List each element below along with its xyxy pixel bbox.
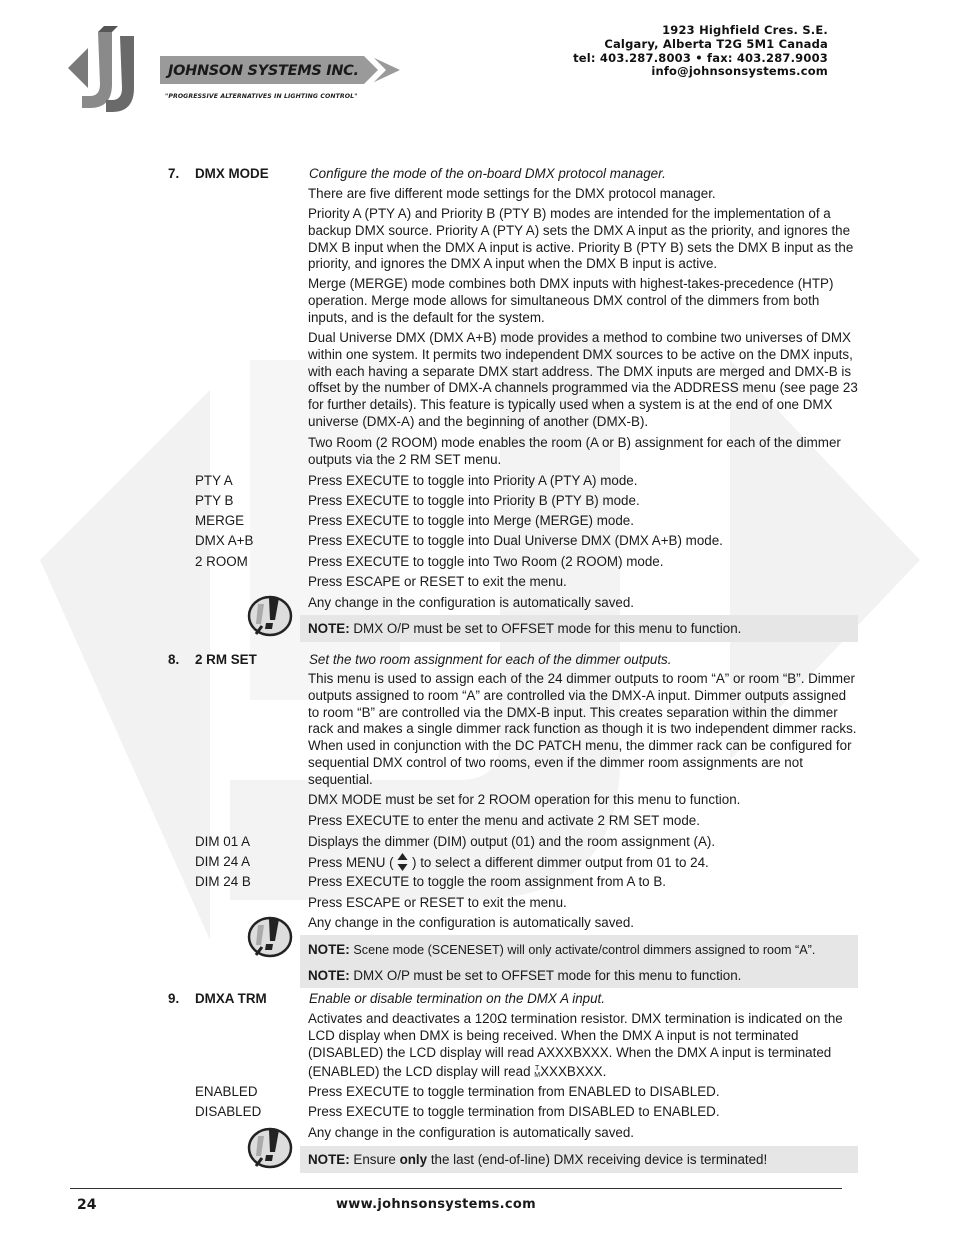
note-text — [308, 941, 815, 959]
option-text: Press EXECUTE to toggle termination from ENABLED to DISABLED. — [308, 1084, 720, 1099]
option-text: Press EXECUTE to toggle into Priority A (PTY A) mode. — [308, 473, 638, 488]
footer-divider — [70, 1188, 842, 1189]
option-label: 2 ROOM — [195, 554, 248, 569]
option-text: Press EXECUTE to toggle into Dual Universe DMX (DMX A+B) mode. — [308, 533, 723, 548]
option-text: Press EXECUTE to toggle into Priority B (PTY B) mode. — [308, 493, 640, 508]
paragraph: Dual Universe DMX (DMX A+B) mode provides a method to combine two universes of DMX within one system. It permits two independent DMX sources to be active on the DMX inputs, with each having a separate DMX start address. The DMX inputs are merged and DMX-B is offset by the number of DMX-A channels programmed via the ADDRESS menu (see page 23 for further details). This feature is typically used when a system is at the end of one DMX universe (DMX-A) and the beginning of another (DMX-B). — [308, 330, 858, 429]
paragraph: Two Room (2 ROOM) mode enables the room (A or B) assignment for each of the dimmer outputs via the 2 RM SET menu. — [308, 435, 841, 467]
saved-text: Any change in the configuration is automatically saved. — [308, 1125, 635, 1140]
logo-text: JOHNSON SYSTEMS INC. — [168, 63, 359, 79]
company-address — [573, 24, 828, 79]
paragraph: DMX MODE must be set for 2 ROOM operation for this menu to function. — [308, 792, 741, 807]
section-number: 9. — [168, 991, 180, 1006]
section-subtitle: Set the two room assignment for each of the dimmer outputs. — [309, 652, 672, 667]
warning-icon — [246, 1122, 294, 1170]
option-text: Press EXECUTE to toggle into Two Room (2 ROOM) mode. — [308, 554, 664, 569]
option-label: MERGE — [195, 513, 245, 528]
section-title: DMX MODE — [195, 166, 269, 181]
saved-text: Any change in the configuration is automatically saved. — [308, 595, 635, 610]
note-body-post: the last (end-of-line) DMX receiving device is terminated! — [430, 1152, 768, 1167]
paragraph: Activates and deactivates a 120Ω termination resistor. DMX termination is indicated on the LCD display when DMX is being received. When the DMX A input is not terminated (DISABLED) the LCD display will read AXXXBXXX. When the DMX A input is terminated — [308, 1011, 843, 1060]
option-text: Press EXECUTE to toggle termination from DISABLED to ENABLED. — [308, 1104, 720, 1119]
lcd-text-pre: (ENABLED) the LCD display will read — [308, 1064, 531, 1079]
section-subtitle: Configure the mode of the on-board DMX protocol manager. — [309, 166, 666, 181]
page-number: 24 — [77, 1197, 97, 1213]
note-body: DMX O/P must be set to OFFSET mode for this menu to function. — [353, 968, 742, 983]
section-title: DMXA TRM — [195, 991, 267, 1006]
note-label: NOTE: — [308, 968, 350, 983]
warning-icon — [246, 590, 294, 638]
option-label: DISABLED — [195, 1104, 262, 1119]
up-down-arrows-icon — [397, 853, 408, 871]
tm-top: T — [535, 1065, 540, 1072]
paragraph-last-line — [308, 1063, 606, 1080]
warning-icon — [246, 911, 294, 959]
note-body: Scene mode (SCENESET) will only activate/control dimmers assigned to room “A”. — [353, 943, 816, 957]
section-number: 8. — [168, 652, 180, 667]
note-text — [308, 620, 741, 637]
section-title: 2 RM SET — [195, 652, 257, 667]
address-line: 1923 Highfield Cres. S.E. — [662, 23, 828, 37]
option-label: DIM 01 A — [195, 834, 251, 849]
address-email: info@johnsonsystems.com — [651, 64, 828, 79]
option-text: Press EXECUTE to toggle the room assignment from A to B. — [308, 874, 666, 889]
note-text — [308, 967, 741, 984]
note-body: DMX O/P must be set to OFFSET mode for this menu to function. — [353, 621, 742, 636]
paragraph: This menu is used to assign each of the 24 dimmer outputs to room “A” or room “B”. Dimmer outputs assigned to room “A” are controlled via the DMX-A input. Dimmer outputs assigned to room “B” are controlled via the DMX-B input. This creates separation within the dimmer rack and makes a single dimmer rack function as though it is two independent dimmer racks. When used in conjunction with the DC PATCH menu, the dimmer rack can be configured for sequential DMX control of two rooms, even if the dimmer room assignments are not sequential. — [308, 671, 857, 787]
option-text: Press EXECUTE to toggle into Merge (MERGE) mode. — [308, 513, 634, 528]
option-label: PTY B — [195, 493, 234, 508]
note-emphasis: only — [399, 1152, 428, 1167]
menu-text-post: ) to select a different dimmer output from 01 to 24. — [412, 855, 709, 870]
note-label: NOTE: — [308, 942, 350, 957]
lcd-text-post: XXXBXXX. — [540, 1064, 607, 1079]
paragraph: Press EXECUTE to enter the menu and activate 2 RM SET mode. — [308, 813, 700, 828]
paragraph: Merge (MERGE) mode combines both DMX inputs with highest-takes-precedence (HTP) operation. Merge mode allows for simultaneous DMX control of the dimmers from both inputs, and is the default for the system. — [308, 276, 834, 325]
note-label: NOTE: — [308, 621, 350, 636]
menu-text-pre: Press MENU ( — [308, 855, 394, 870]
logo-tagline: "PROGRESSIVE ALTERNATIVES IN LIGHTING CONTROL" — [165, 93, 358, 100]
footer-website-link[interactable]: www.johnsonsystems.com — [336, 1197, 536, 1212]
escape-text: Press ESCAPE or RESET to exit the menu. — [308, 574, 567, 589]
paragraph: Priority A (PTY A) and Priority B (PTY B) modes are intended for the implementation of a backup DMX source. Priority A (PTY A) sets the DMX A input as the priority, and ignores the DMX B input when the DMX A input is active. Priority B (PTY B) sets the DMX B input as the priority, and ignores the DMX A input when the DMX B input is active. — [308, 206, 854, 272]
saved-text: Any change in the configuration is automatically saved. — [308, 915, 635, 930]
section-number: 7. — [168, 166, 180, 181]
option-label: PTY A — [195, 473, 233, 488]
option-label: ENABLED — [195, 1084, 258, 1099]
paragraph: There are five different mode settings for the DMX protocol manager. — [308, 186, 716, 201]
note-body-pre: Ensure — [353, 1152, 396, 1167]
note-label: NOTE: — [308, 1152, 350, 1167]
option-label: DIM 24 A — [195, 854, 251, 869]
escape-text: Press ESCAPE or RESET to exit the menu. — [308, 895, 567, 910]
option-label: DMX A+B — [195, 533, 254, 548]
option-text: Displays the dimmer (DIM) output (01) and the room assignment (A). — [308, 834, 716, 849]
address-line: tel: 403.287.8003 • fax: 403.287.9003 — [573, 50, 828, 65]
note-text — [308, 1151, 767, 1168]
option-label: DIM 24 B — [195, 874, 251, 889]
option-text — [308, 853, 709, 871]
tm-bottom: M — [534, 1072, 541, 1079]
address-line: Calgary, Alberta T2G 5M1 Canada — [604, 36, 828, 51]
section-subtitle: Enable or disable termination on the DMX A input. — [309, 991, 605, 1006]
